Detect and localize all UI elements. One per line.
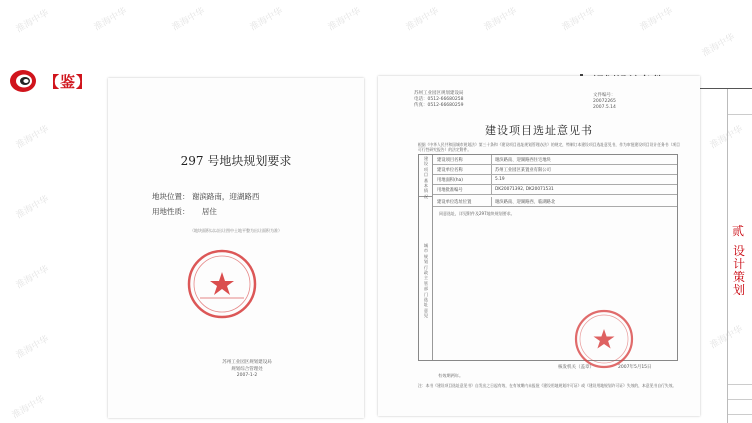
- row-value: 苏州工业园区某置业有限公司: [495, 168, 551, 173]
- official-seal-icon: [573, 308, 635, 370]
- issue-date: 2007年5月15日: [618, 365, 652, 370]
- office-line: 苏州工业园区规划建设局: [414, 91, 464, 96]
- watermark: 淮海中华: [638, 6, 675, 34]
- watermark: 淮海中华: [14, 194, 51, 222]
- issuer-line: 苏州工业园区规划建设局: [222, 360, 272, 365]
- table-row: [433, 155, 677, 165]
- official-seal-icon: [186, 248, 258, 320]
- location-field: [152, 191, 259, 202]
- watermark: 淮海中华: [482, 6, 519, 34]
- section-subtitle: 设计策划: [732, 244, 745, 297]
- row-key: 用地批准编号: [437, 188, 463, 193]
- office-line: 电话：0512-66680258: [414, 97, 464, 102]
- document-meta: [593, 93, 616, 111]
- watermark: 淮海中华: [326, 6, 363, 34]
- meta-line: 文件编号：: [593, 93, 616, 98]
- row-divider: [491, 165, 492, 174]
- row-value: 谢滨路南、迎湖路西住宅地块: [495, 158, 551, 163]
- watermark: 淮海中华: [14, 264, 51, 292]
- meta-line: 20072265: [593, 99, 616, 104]
- watermark: 淮海中华: [14, 334, 51, 362]
- table-row: [433, 197, 677, 207]
- issuer-line: 规划综合管理处: [231, 366, 263, 372]
- watermark: 淮海中华: [404, 6, 441, 34]
- watermark: 淮海中华: [10, 394, 47, 422]
- validity-note: 有效期两年。: [438, 373, 464, 378]
- row-divider: [491, 197, 492, 206]
- intro-paragraph: 根据《中华人民共和国城市规划法》第三十条和《建设项目选址规划管理办法》的规定，特制订本建设项目选址意见书，作为审批建设项目设计任务书（项目可行性研究报告）的法定附件。: [418, 142, 680, 152]
- land-use-field: [152, 206, 217, 217]
- site-selection-document: [378, 76, 700, 416]
- row-divider: [491, 155, 492, 164]
- document-title: 297 号地块规划要求: [180, 154, 292, 168]
- watermark: 淮海中华: [170, 6, 207, 34]
- side-label-bottom: 城市规划行政主管部门选址意见: [423, 243, 429, 319]
- side-label-top: 建设项目基本情况: [423, 156, 429, 199]
- watermark: 淮海中华: [708, 124, 745, 152]
- row-key: 建设单位名称: [437, 168, 463, 173]
- land-use-label: 用地性质：: [152, 207, 190, 216]
- logo-icon: [8, 68, 40, 94]
- section-number: 贰: [732, 224, 745, 238]
- panel-divider: [728, 414, 752, 415]
- row-value: DK20071392, DK20071531: [495, 187, 554, 192]
- area-note: （地块面积以以出让图中土地平整为出让面积为准）: [190, 228, 282, 233]
- location-value: 谢滨路南，迎湖路西: [191, 192, 260, 201]
- row-divider: [491, 185, 492, 194]
- watermark: 淮海中华: [248, 6, 285, 34]
- panel-divider: [728, 399, 752, 400]
- section-tag: 【鉴】: [44, 73, 93, 91]
- row-divider: [491, 175, 492, 184]
- project-table: [418, 154, 678, 361]
- land-use-value: 居住: [201, 207, 217, 216]
- row-value: 谢滨路南、迎湖路西、临湖路北: [495, 200, 556, 205]
- watermark: 淮海中华: [14, 124, 51, 152]
- watermark: 淮海中华: [14, 8, 51, 36]
- table-row: [433, 185, 677, 195]
- watermark: 淮海中华: [560, 6, 597, 34]
- issuing-authority: 核发机关（盖章）: [558, 365, 594, 370]
- table-row: [433, 175, 677, 185]
- row-key: 建设项目名称: [437, 158, 463, 163]
- footnote: 注：本书《建设项目选址意见书》自发出之日起有效，在有效期内未报批《建设用地规划许可证》或《建设用地规划许可证》失效的，本意见书自行失效。: [418, 383, 677, 388]
- panel-divider: [728, 114, 752, 115]
- meta-line: 2007.5.14: [593, 105, 616, 110]
- row-key: 建设单位选址位置: [437, 200, 472, 205]
- location-label: 地块位置：: [152, 192, 190, 201]
- watermark: 淮海中华: [700, 32, 737, 60]
- row-key: 用地面积(ha): [437, 178, 463, 183]
- panel-divider: [728, 384, 752, 385]
- opinion-text: 同意选址，详见附件及297地块规划要求。: [439, 211, 515, 216]
- document-title: 建设项目选址意见书: [485, 124, 593, 137]
- issuer-block: [192, 360, 302, 380]
- office-info: [414, 91, 464, 109]
- office-line: 传真：0512-66680259: [414, 103, 464, 108]
- table-row: [433, 165, 677, 175]
- planning-requirements-document: [108, 78, 364, 418]
- watermark: 淮海中华: [92, 6, 129, 34]
- watermark: 淮海中华: [708, 324, 745, 352]
- table-side-header: [419, 155, 433, 197]
- issuer-date: 2007-1-2: [236, 373, 258, 378]
- row-value: 5.19: [495, 177, 505, 182]
